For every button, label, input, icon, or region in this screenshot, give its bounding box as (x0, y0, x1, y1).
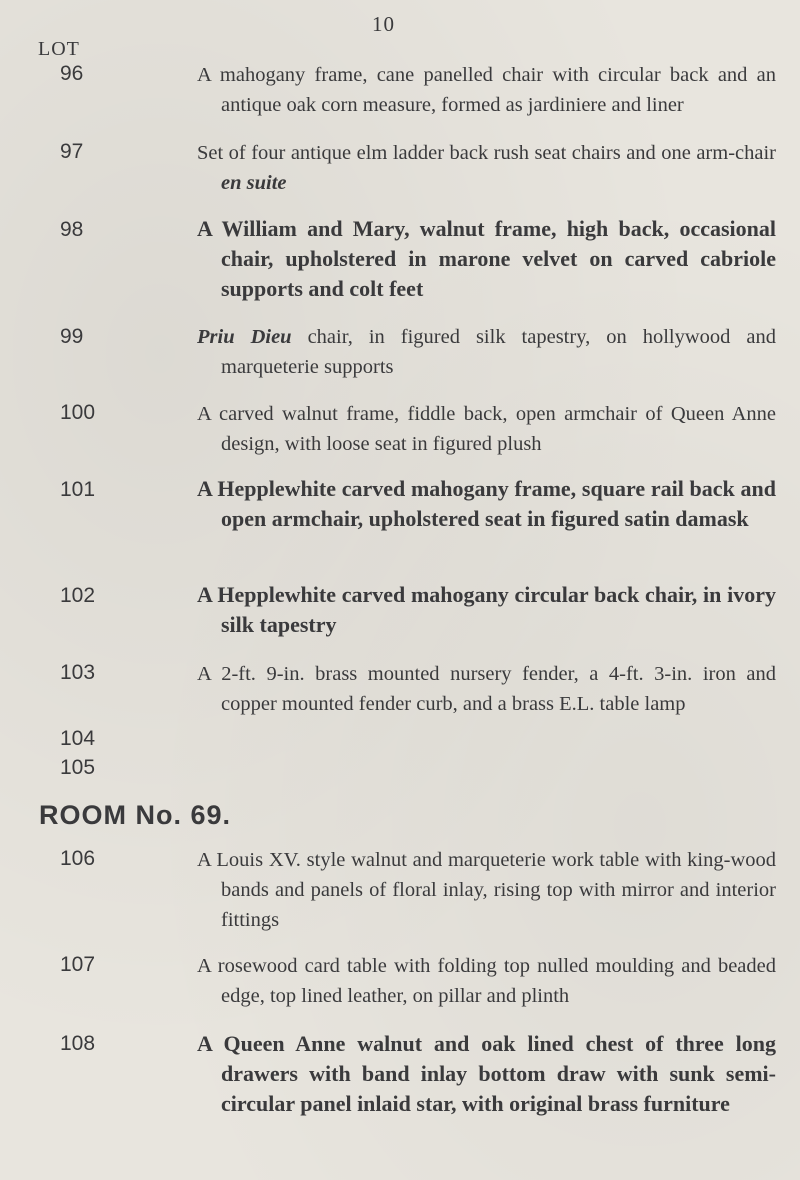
lot-number: 105 (60, 756, 96, 779)
lot-description: A Queen Anne walnut and oak lined chest of three long drawers with band inlay bottom draw with sunk semi-circular panel inlaid star, with original brass furniture (197, 1031, 776, 1116)
lot-description: Set of four antique elm ladder back rush seat chairs and one arm-chair en suite (197, 142, 776, 194)
room-heading: ROOM No. 69. (39, 800, 232, 830)
lot-description: A rosewood card table with folding top nulled moulding and beaded edge, top lined leather, on pillar and plinth (197, 955, 776, 1007)
lot-number: 106 (60, 847, 96, 870)
lot-number: 100 (60, 401, 96, 424)
lot-number: 107 (60, 953, 96, 976)
lot-number: 101 (60, 478, 96, 501)
lot-description: A carved walnut frame, fiddle back, open armchair of Queen Anne design, with loose seat in figured plush (197, 403, 776, 455)
lot-column-heading: LOT (38, 38, 80, 60)
lot-number: 99 (60, 325, 84, 348)
lot-number: 96 (60, 62, 84, 85)
lot-description: A Louis XV. style walnut and marqueterie work table with king-wood bands and panels of floral inlay, rising top with mirror and interior fittings (197, 849, 776, 931)
page-number: 10 (372, 12, 395, 36)
lot-number: 97 (60, 140, 84, 163)
lot-description: A Hepplewhite carved mahogany circular back chair, in ivory silk tapestry (197, 582, 776, 637)
lot-number: 102 (60, 584, 96, 607)
lot-description: A mahogany frame, cane panelled chair with circular back and an antique oak corn measure, formed as jardiniere and liner (197, 64, 776, 116)
lot-description: Priu Dieu chair, in figured silk tapestry, on hollywood and marqueterie supports (197, 326, 776, 378)
lot-description: A Hepplewhite carved mahogany frame, square rail back and open armchair, upholstered seat in figured satin damask (197, 476, 776, 531)
lot-number: 104 (60, 727, 96, 750)
lot-number: 103 (60, 661, 96, 684)
lot-number: 98 (60, 218, 84, 241)
lot-number: 108 (60, 1032, 96, 1055)
lot-description: A William and Mary, walnut frame, high back, occasional chair, upholstered in marone velvet on carved cabriole supports and colt feet (197, 216, 776, 301)
lot-description: A 2-ft. 9-in. brass mounted nursery fender, a 4-ft. 3-in. iron and copper mounted fender curb, and a brass E.L. table lamp (197, 663, 776, 715)
